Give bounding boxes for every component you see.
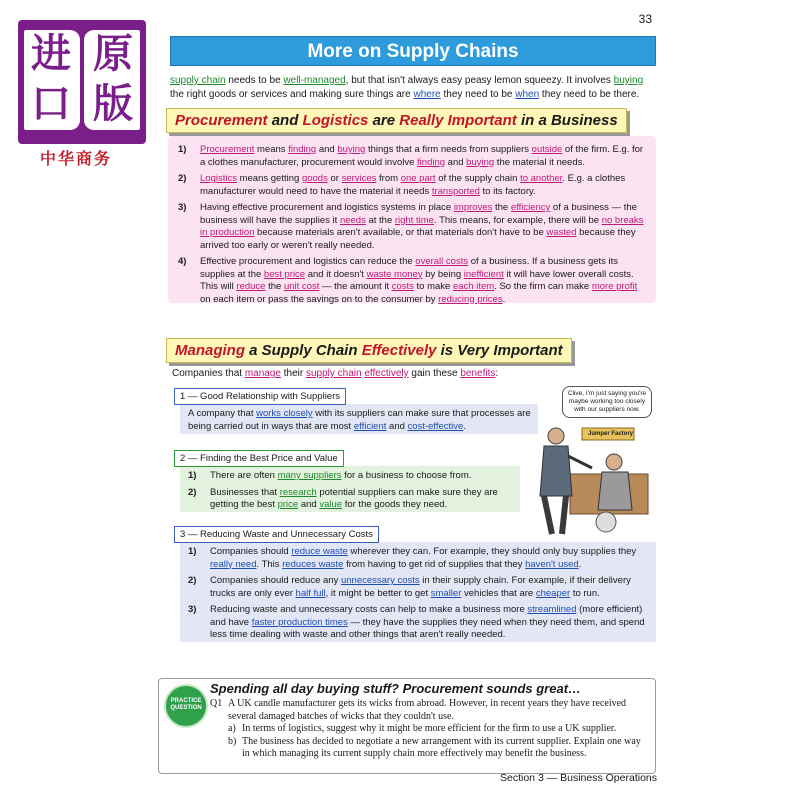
list-item: 2) Companies should reduce any unnecessary costs in their supply chain. For example, if their delivery trucks are only ever half full, it might be better to get smaller vehicles that are cheaper to run. <box>188 575 631 599</box>
part-text: The business has decided to negotiate a new arrangement with its current supplier. Explain one way in which managing its current supply chain more effectively may benefit the business. <box>242 735 641 759</box>
part-text: In terms of logistics, suggest why it might be more efficient for the firm to use a UK supplier. <box>242 723 617 734</box>
part-label: a) <box>228 723 236 734</box>
logo-subtitle: 中华商务 <box>40 149 113 168</box>
logo-char: 版 <box>93 81 133 127</box>
yarn-ball <box>596 512 616 532</box>
procurement-list <box>168 136 656 303</box>
logo-char: 进 <box>31 31 71 77</box>
person-body <box>598 472 632 510</box>
benefit3-heading: 3 — Reducing Waste and Unnecessary Costs <box>174 526 379 543</box>
practice-question <box>210 698 650 761</box>
person-head <box>606 454 622 470</box>
benefit2-list <box>188 470 516 516</box>
list-item: 1) Procurement means finding and buying things that a firm needs from suppliers outside of the firm. E.g. for a clothes manufacturer, procurement would involve finding and buying the material it needs. <box>178 144 644 168</box>
question-text: A UK candle manufacturer gets its wicks from abroad. However, in recent years they have received several damaged batches of wicks that they couldn't use. <box>228 698 627 722</box>
list-item: 2) Logistics means getting goods or services from one part of the supply chain to another. E.g. a clothes manufacturer would need to have the material it needs transported to its factory. <box>178 173 626 197</box>
list-item: 2) Businesses that research potential suppliers can make sure they are getting the best price and value for the goods they need. <box>188 486 498 510</box>
list-item: 1) Companies should reduce waste wherever they can. For example, they should only buy supplies they really need. This reduces waste from having to get rid of supplies that they haven't used. <box>188 546 637 570</box>
part-label: b) <box>228 735 237 747</box>
person-body <box>540 446 572 496</box>
logo-char: 口 <box>31 81 71 127</box>
person-legs <box>544 496 566 534</box>
page-title: More on Supply Chains <box>170 36 656 66</box>
speech-bubble: Clive, I'm just saying you're maybe working too closely with our suppliers now. <box>562 386 652 418</box>
benefit1-text: A company that works closely with its suppliers can make sure that processes are being carried out in ways that are most efficient and cost-effective. <box>188 408 531 432</box>
publisher-logo <box>18 20 146 144</box>
question-number: Q1 <box>210 698 223 709</box>
list-item: 3) Reducing waste and unnecessary costs can help to make a business more streamlined (more efficient) and have faster production times — they have the supplies they need when they need them, and spend less time dealing with waste and other things that aren't really needed. <box>188 604 645 640</box>
managing-heading: Managing a Supply Chain Effectively is Very Important <box>166 338 572 363</box>
person-head <box>548 428 564 444</box>
benefit3-list <box>188 546 650 646</box>
practice-title: Spending all day buying stuff? Procurement sounds great… <box>210 681 582 696</box>
list-item: 4) Effective procurement and logistics can reduce the overall costs of a business. If a business gets its supplies at the best price and it doesn't waste money by being inefficient it will have lower overall costs. This will reduce the unit cost — the amount it costs to make each item. So the firm can make more profit on each item or pass the savings on to the consumer by reducing prices. <box>178 256 638 305</box>
benefit2-heading: 2 — Finding the Best Price and Value <box>174 450 344 467</box>
handshake-arm <box>568 456 592 468</box>
logo-char: 原 <box>93 31 133 77</box>
page-number: 33 <box>638 12 652 26</box>
factory-sign-label: Jumper Factory <box>588 431 634 437</box>
benefit1-heading: 1 — Good Relationship with Suppliers <box>174 388 346 405</box>
procurement-heading: Procurement and Logistics are Really Important in a Business <box>166 108 627 133</box>
managing-intro: Companies that manage their supply chain effectively gain these benefits: <box>172 368 499 379</box>
list-item: 3) Having effective procurement and logistics systems in place improves the efficiency of a business — the business will have the supplies it needs at the right time. This means, for example, there will be no breaks in production because materials aren't available, or that materials don't have to be wasted because they arrived too early or weren't really needed. <box>178 202 644 251</box>
practice-question-badge: PRACTICE QUESTION <box>164 684 208 728</box>
intro-paragraph: supply chain needs to be well-managed, but that isn't always easy peasy lemon squeezy. It involves buying the right goods or services and making sure things are where they need to be when they need to be there. <box>170 75 644 100</box>
list-item: 1) There are often many suppliers for a business to choose from. <box>188 470 472 481</box>
page-footer: Section 3 — Business Operations <box>500 772 657 784</box>
